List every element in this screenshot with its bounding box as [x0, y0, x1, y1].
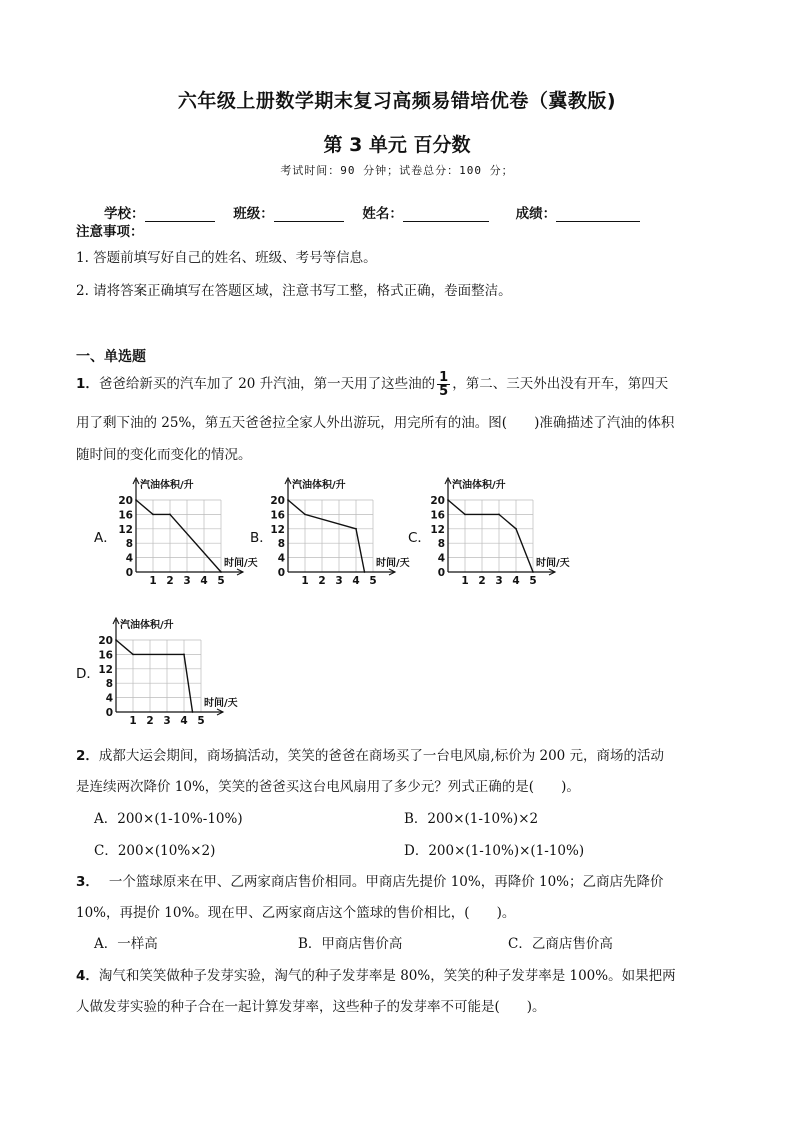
x-tick-label: 1	[301, 575, 309, 586]
x-tick-label: 5	[197, 715, 205, 726]
data-point	[183, 654, 185, 656]
y-tick-label: 0	[105, 707, 113, 719]
data-point	[152, 514, 154, 516]
series-line	[288, 500, 365, 572]
x-tick-label: 1	[149, 575, 157, 586]
x-tick-label: 4	[200, 575, 208, 586]
y-tick-label: 12	[270, 523, 285, 536]
y-axis-title: 汽油体积/升	[292, 480, 346, 491]
x-tick-label: 2	[146, 715, 154, 726]
question-4-number: 4．	[76, 968, 99, 984]
series-line	[448, 500, 533, 572]
x-tick-label: 4	[352, 575, 360, 586]
score-blank[interactable]	[556, 207, 640, 222]
y-axis-title: 汽油体积/升	[120, 620, 174, 631]
x-tick-label: 3	[183, 575, 191, 586]
y-tick-label: 8	[105, 678, 113, 691]
option-c-label[interactable]: C．	[408, 530, 431, 546]
question-4-line-2: 人做发芽实验的种子合在一起计算发芽率，这些种子的发芽率不可能是( )。	[76, 999, 546, 1015]
graph-option-b	[268, 474, 412, 586]
x-tick-label: 5	[369, 575, 377, 586]
option-b-label[interactable]: B．	[250, 530, 273, 546]
y-tick-label: 20	[270, 495, 285, 507]
question-3-number: 3．	[76, 874, 99, 890]
data-point	[192, 711, 194, 713]
exam-info: 考试时间：90 分钟；试卷总分：100 分；	[280, 164, 514, 177]
data-point	[169, 514, 171, 516]
x-tick-label: 2	[318, 575, 326, 586]
class-blank[interactable]	[274, 207, 344, 222]
data-point	[498, 514, 500, 516]
x-tick-label: 3	[163, 715, 171, 726]
y-tick-label: 0	[125, 567, 133, 579]
x-axis-title: 时间/天	[376, 558, 410, 569]
question-3-option-a[interactable]: A．一样高	[94, 936, 158, 952]
y-tick-label: 20	[118, 495, 133, 507]
graph-option-c	[428, 474, 572, 586]
y-axis-title: 汽油体积/升	[140, 480, 194, 491]
question-2-option-d[interactable]: D．200×(1-10%)×(1-10%)	[404, 843, 585, 859]
x-tick-label: 5	[529, 575, 537, 586]
x-axis-title: 时间/天	[536, 558, 570, 569]
data-point	[287, 499, 289, 501]
y-tick-label: 8	[125, 538, 133, 551]
y-tick-label: 16	[118, 509, 133, 522]
note-item-1: 1. 答题前填写好自己的姓名、班级、考号等信息。	[76, 250, 377, 266]
x-tick-label: 5	[217, 575, 225, 586]
y-tick-label: 4	[105, 692, 113, 705]
question-1-number: 1．	[76, 376, 99, 392]
y-tick-label: 20	[98, 635, 113, 647]
data-point	[515, 528, 517, 530]
graph-option-d	[96, 614, 240, 726]
y-axis-title: 汽油体积/升	[452, 480, 506, 491]
y-tick-label: 16	[430, 509, 445, 522]
question-1-line-2: 用了剩下油的 25%，第五天爸爸拉全家人外出游玩，用完所有的油。图( )准确描述了汽油的体积	[76, 415, 675, 431]
data-point	[304, 514, 306, 516]
data-point	[355, 528, 357, 530]
paper-subtitle: 第 3 单元 百分数	[323, 134, 471, 156]
y-tick-label: 4	[437, 552, 445, 565]
section-heading-single-choice: 一、单选题	[76, 349, 146, 365]
data-point	[115, 639, 117, 641]
option-d-label[interactable]: D．	[76, 666, 100, 682]
score-label: 成绩：	[515, 206, 557, 222]
y-tick-label: 16	[270, 509, 285, 522]
y-tick-label: 0	[277, 567, 285, 579]
y-tick-label: 20	[430, 495, 445, 507]
question-2-line-1: 2．成都大运会期间，商场搞活动，笑笑的爸爸在商场买了一台电风扇,标价为 200 元，商场的活动	[76, 748, 665, 764]
x-tick-label: 2	[478, 575, 486, 586]
data-point	[532, 571, 534, 573]
question-3-line-2: 10%，再提价 10%。现在甲、乙两家商店这个篮球的售价相比，( )。	[76, 905, 516, 921]
y-tick-label: 8	[277, 538, 285, 551]
data-point	[364, 571, 366, 573]
data-point	[464, 514, 466, 516]
x-axis-title: 时间/天	[204, 698, 238, 709]
series-line	[116, 640, 193, 712]
question-4-line-1: 4．淘气和笑笑做种子发芽实验，淘气的种子发芽率是 80%，笑笑的种子发芽率是 100%。如果把两	[76, 968, 676, 984]
question-3-line-1: 3． 一个篮球原来在甲、乙两家商店售价相同。甲商店先提价 10%，再降价 10%；乙商店先降价	[76, 874, 664, 890]
y-tick-label: 12	[98, 663, 113, 676]
school-blank[interactable]	[145, 207, 215, 222]
x-axis-title: 时间/天	[224, 558, 258, 569]
series-line	[136, 500, 221, 572]
question-2-option-b[interactable]: B．200×(1-10%)×2	[404, 811, 539, 827]
question-2-option-a[interactable]: A．200×(1-10%-10%)	[94, 811, 243, 827]
x-tick-label: 4	[512, 575, 520, 586]
name-label: 姓名：	[362, 206, 403, 222]
x-tick-label: 1	[129, 715, 137, 726]
question-3-option-c[interactable]: C．乙商店售价高	[508, 936, 613, 952]
question-2-option-c[interactable]: C．200×(10%×2)	[94, 843, 216, 859]
y-tick-label: 0	[437, 567, 445, 579]
question-2-number: 2．	[76, 748, 99, 764]
data-point	[132, 654, 134, 656]
y-tick-label: 4	[277, 552, 285, 565]
student-info-fields	[104, 202, 640, 222]
question-3-option-b[interactable]: B．甲商店售价高	[298, 936, 403, 952]
note-item-2: 2. 请将答案正确填写在答题区域，注意书写工整，格式正确，卷面整洁。	[76, 283, 512, 299]
y-tick-label: 8	[437, 538, 445, 551]
class-label: 班级：	[233, 206, 274, 222]
paper-title: 六年级上册数学期末复习高频易错培优卷（冀教版)	[177, 90, 617, 112]
y-tick-label: 12	[430, 523, 445, 536]
fraction: $\frac{1}{5}$	[439, 370, 449, 399]
notes-heading: 注意事项：	[76, 224, 144, 240]
question-2-line-2: 是连续两次降价 10%，笑笑的爸爸买这台电风扇用了多少元？列式正确的是( )。	[76, 779, 580, 795]
y-tick-label: 4	[125, 552, 133, 565]
school-label: 学校：	[104, 206, 145, 222]
x-tick-label: 4	[180, 715, 188, 726]
x-tick-label: 1	[461, 575, 469, 586]
x-tick-label: 3	[495, 575, 503, 586]
question-1-line-3: 随时间的变化而变化的情况。	[76, 447, 252, 463]
x-tick-label: 2	[166, 575, 174, 586]
question-1-line-1: 1．爸爸给新买的汽车加了 20 升汽油，第一天用了这些油的 $\frac{1}{5}$ ，第二、三天外出没有开车，第四天	[76, 370, 669, 399]
option-a-label[interactable]: A．	[94, 530, 117, 546]
data-point	[447, 499, 449, 501]
name-blank[interactable]	[403, 207, 489, 222]
y-tick-label: 12	[118, 523, 133, 536]
y-tick-label: 16	[98, 649, 113, 662]
data-point	[135, 499, 137, 501]
x-tick-label: 3	[335, 575, 343, 586]
data-point	[220, 571, 222, 573]
graph-option-a	[116, 474, 260, 586]
